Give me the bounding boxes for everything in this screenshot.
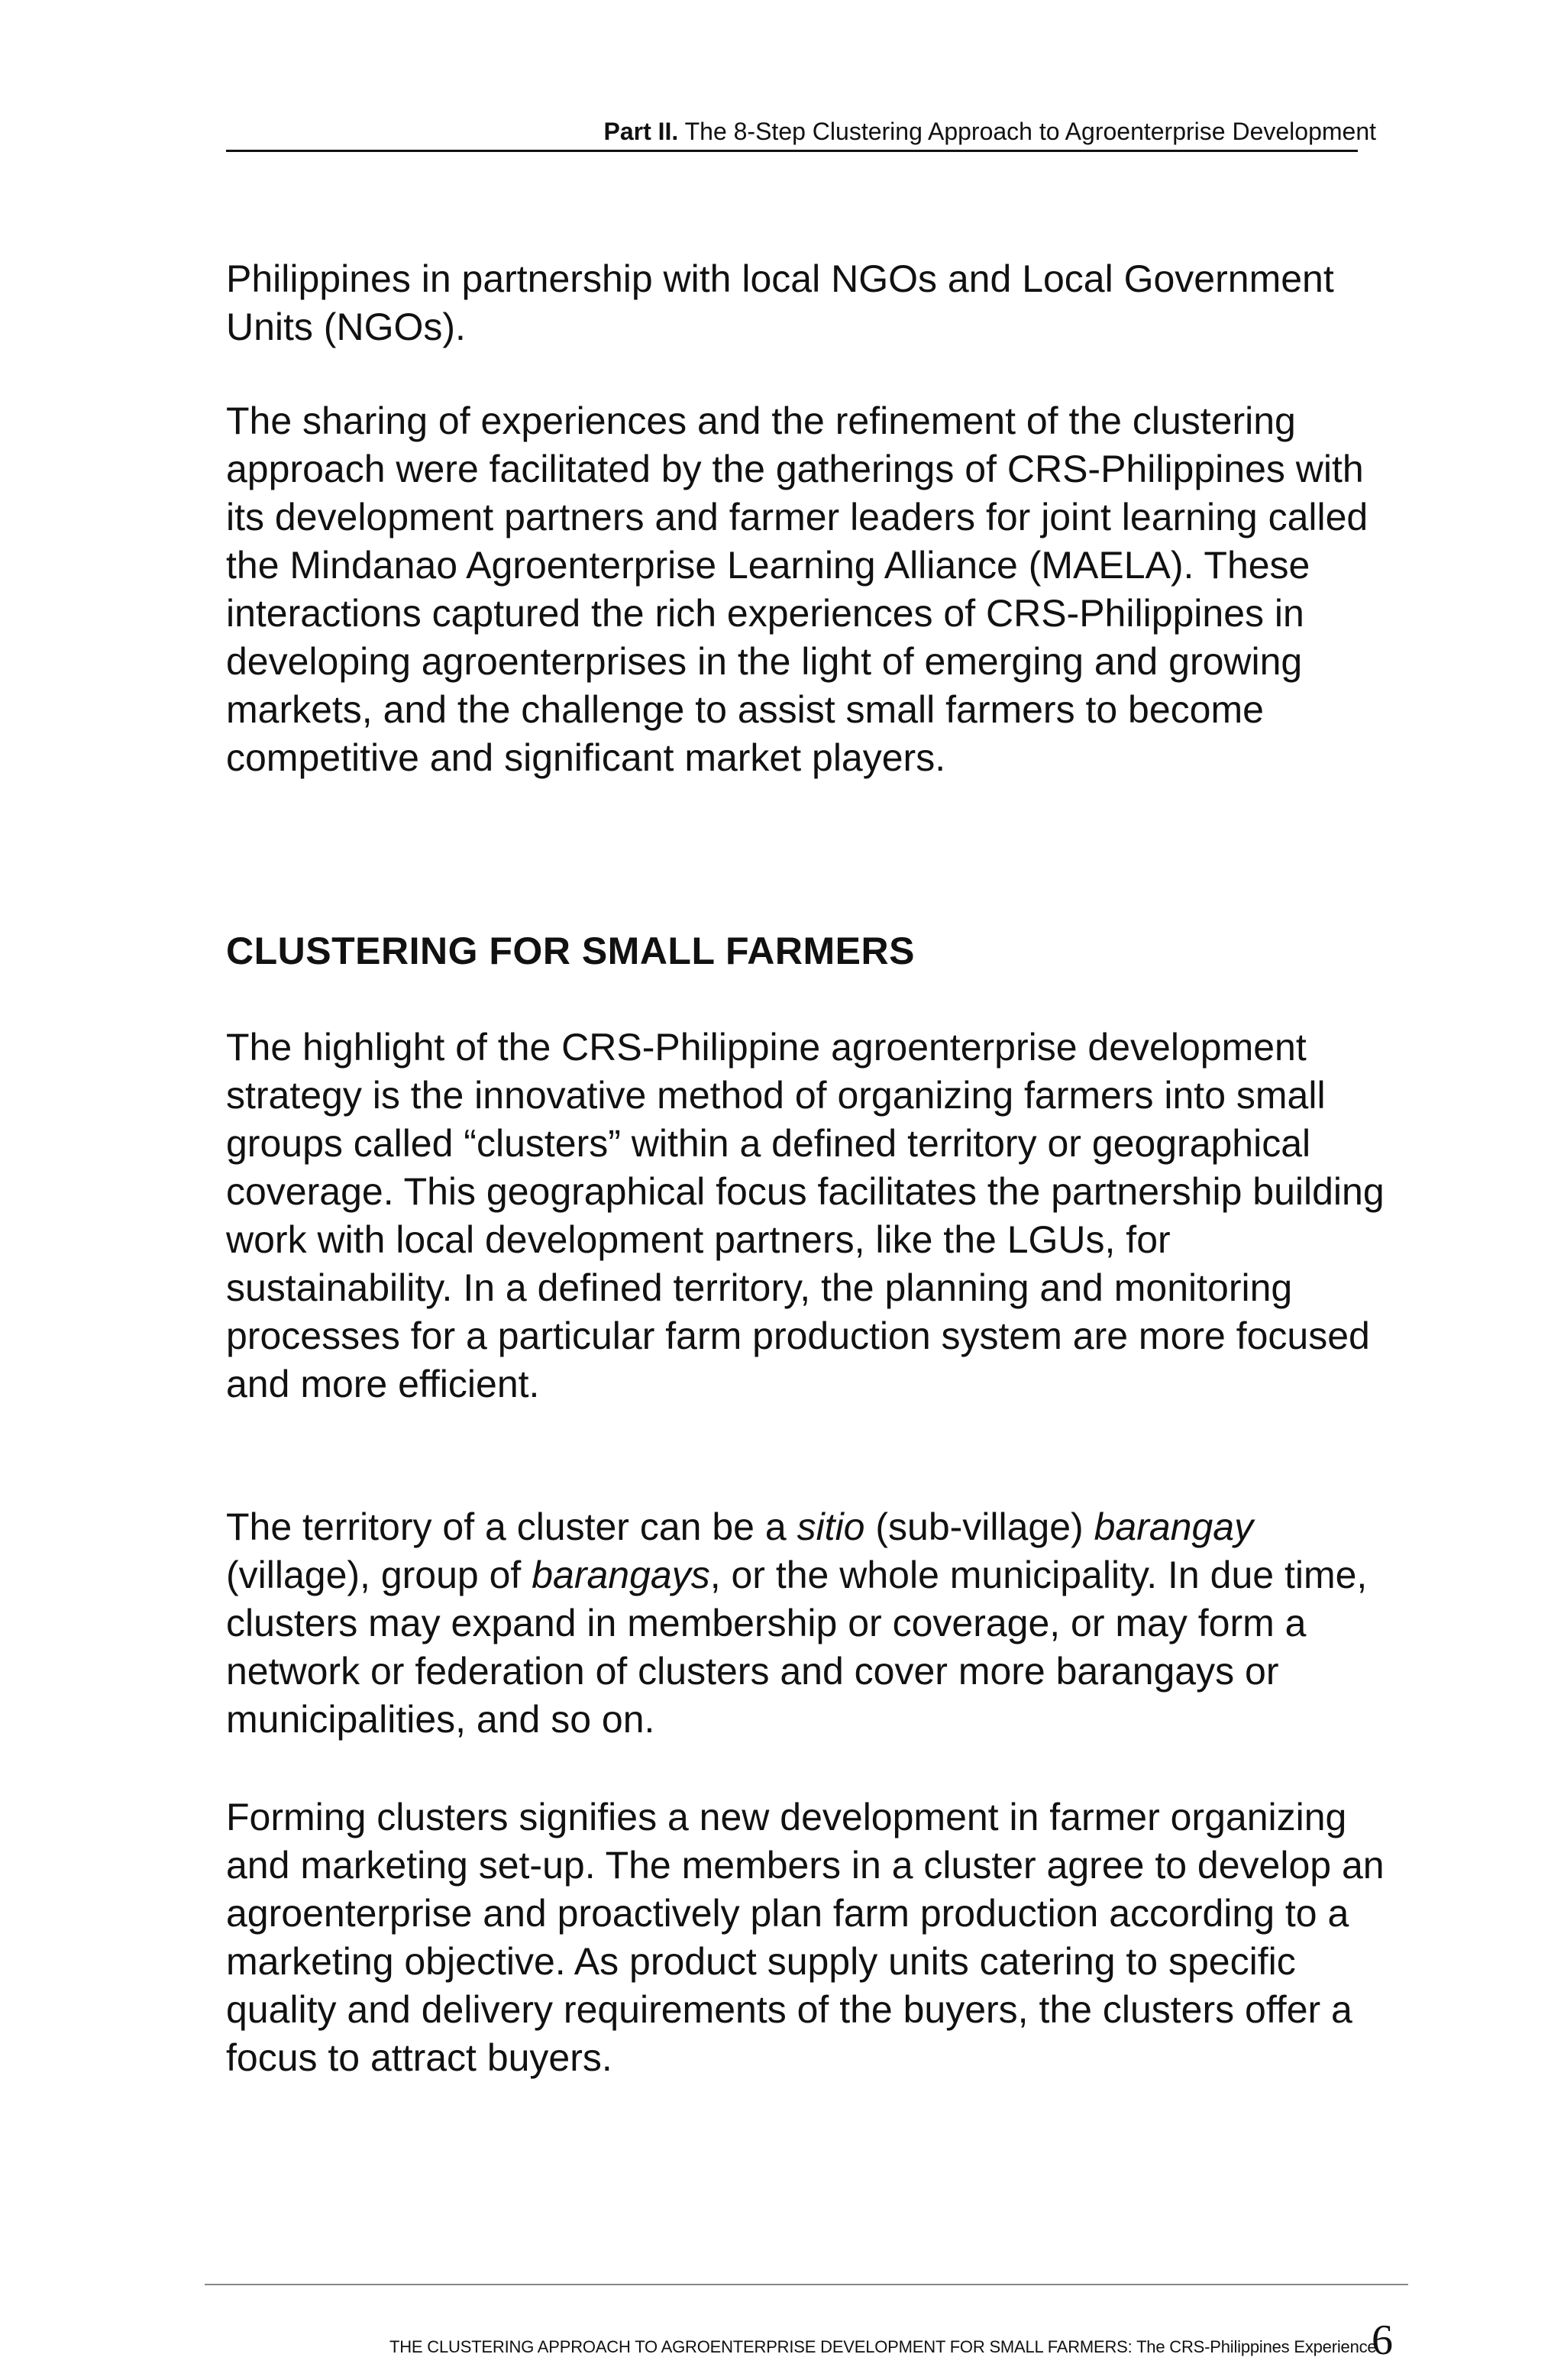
paragraph-5: Forming clusters signifies a new development in farmer organizing and marketing set-up. The members in a cluster agree to develop an agroenterprise and proactively plan farm production according to a marketing objective. As product supply units catering to specific quality and delivery requirements of the buyers, the clusters offer a focus to attract buyers. [226,1796,1385,2079]
header-rule [226,150,1358,152]
paragraph-2: The sharing of experiences and the refinement of the clustering approach were facilitated by the gatherings of CRS-Philippines with its development partners and farmer leaders for joint learning called the Mindanao Agroenterprise Learning Alliance (MAELA). These interactions captured the rich experiences of CRS-Philippines in developing agroenterprises in the light of emerging and growing markets, and the challenge to assist small farmers to become competitive and significant market players. [226,399,1368,779]
term-barangays: barangays [532,1554,710,1596]
footer-book-title: THE CLUSTERING APPROACH TO AGROENTERPRISE DEVELOPMENT FOR SMALL FARMERS: The CRS-Philippines Experience [389,2337,1377,2356]
page-number: 6 [1372,2317,1393,2364]
paragraph-3: The highlight of the CRS-Philippine agroenterprise development strategy is the innovative method of organizing farmers into small groups called “clusters” within a defined territory or geographical coverage. This geographical focus facilitates the partnership building work with local development partners, like the LGUs, for sustainability. In a defined territory, the planning and monitoring processes for a particular farm production system are more focused and more efficient. [226,1026,1385,1405]
paragraph-4-text-3: (village), group of [226,1554,532,1596]
paragraph-4-text-4: , or the whole municipality. In due time, clusters may expand in membership or coverage, or may form a network or federation of clusters and cover more barangays or municipalities, and so on. [226,1554,1368,1741]
paragraph-1: Philippines in partnership with local NGOs and Local Government Units (NGOs). [226,257,1334,348]
term-sitio: sitio [797,1505,865,1548]
paragraph-4-text-1: The territory of a cluster can be a [226,1505,797,1548]
paragraph-4-text-2: (sub-village) [864,1505,1094,1548]
section-heading: CLUSTERING FOR SMALL FARMERS [226,930,915,972]
paragraph-4 [226,1503,1394,1744]
term-barangay: barangay [1094,1505,1254,1548]
footer-rule [205,2284,1408,2285]
part-label: Part II. [603,118,679,145]
running-header [226,116,1376,147]
part-title: The 8-Step Clustering Approach to Agroenterprise Development [684,118,1376,145]
